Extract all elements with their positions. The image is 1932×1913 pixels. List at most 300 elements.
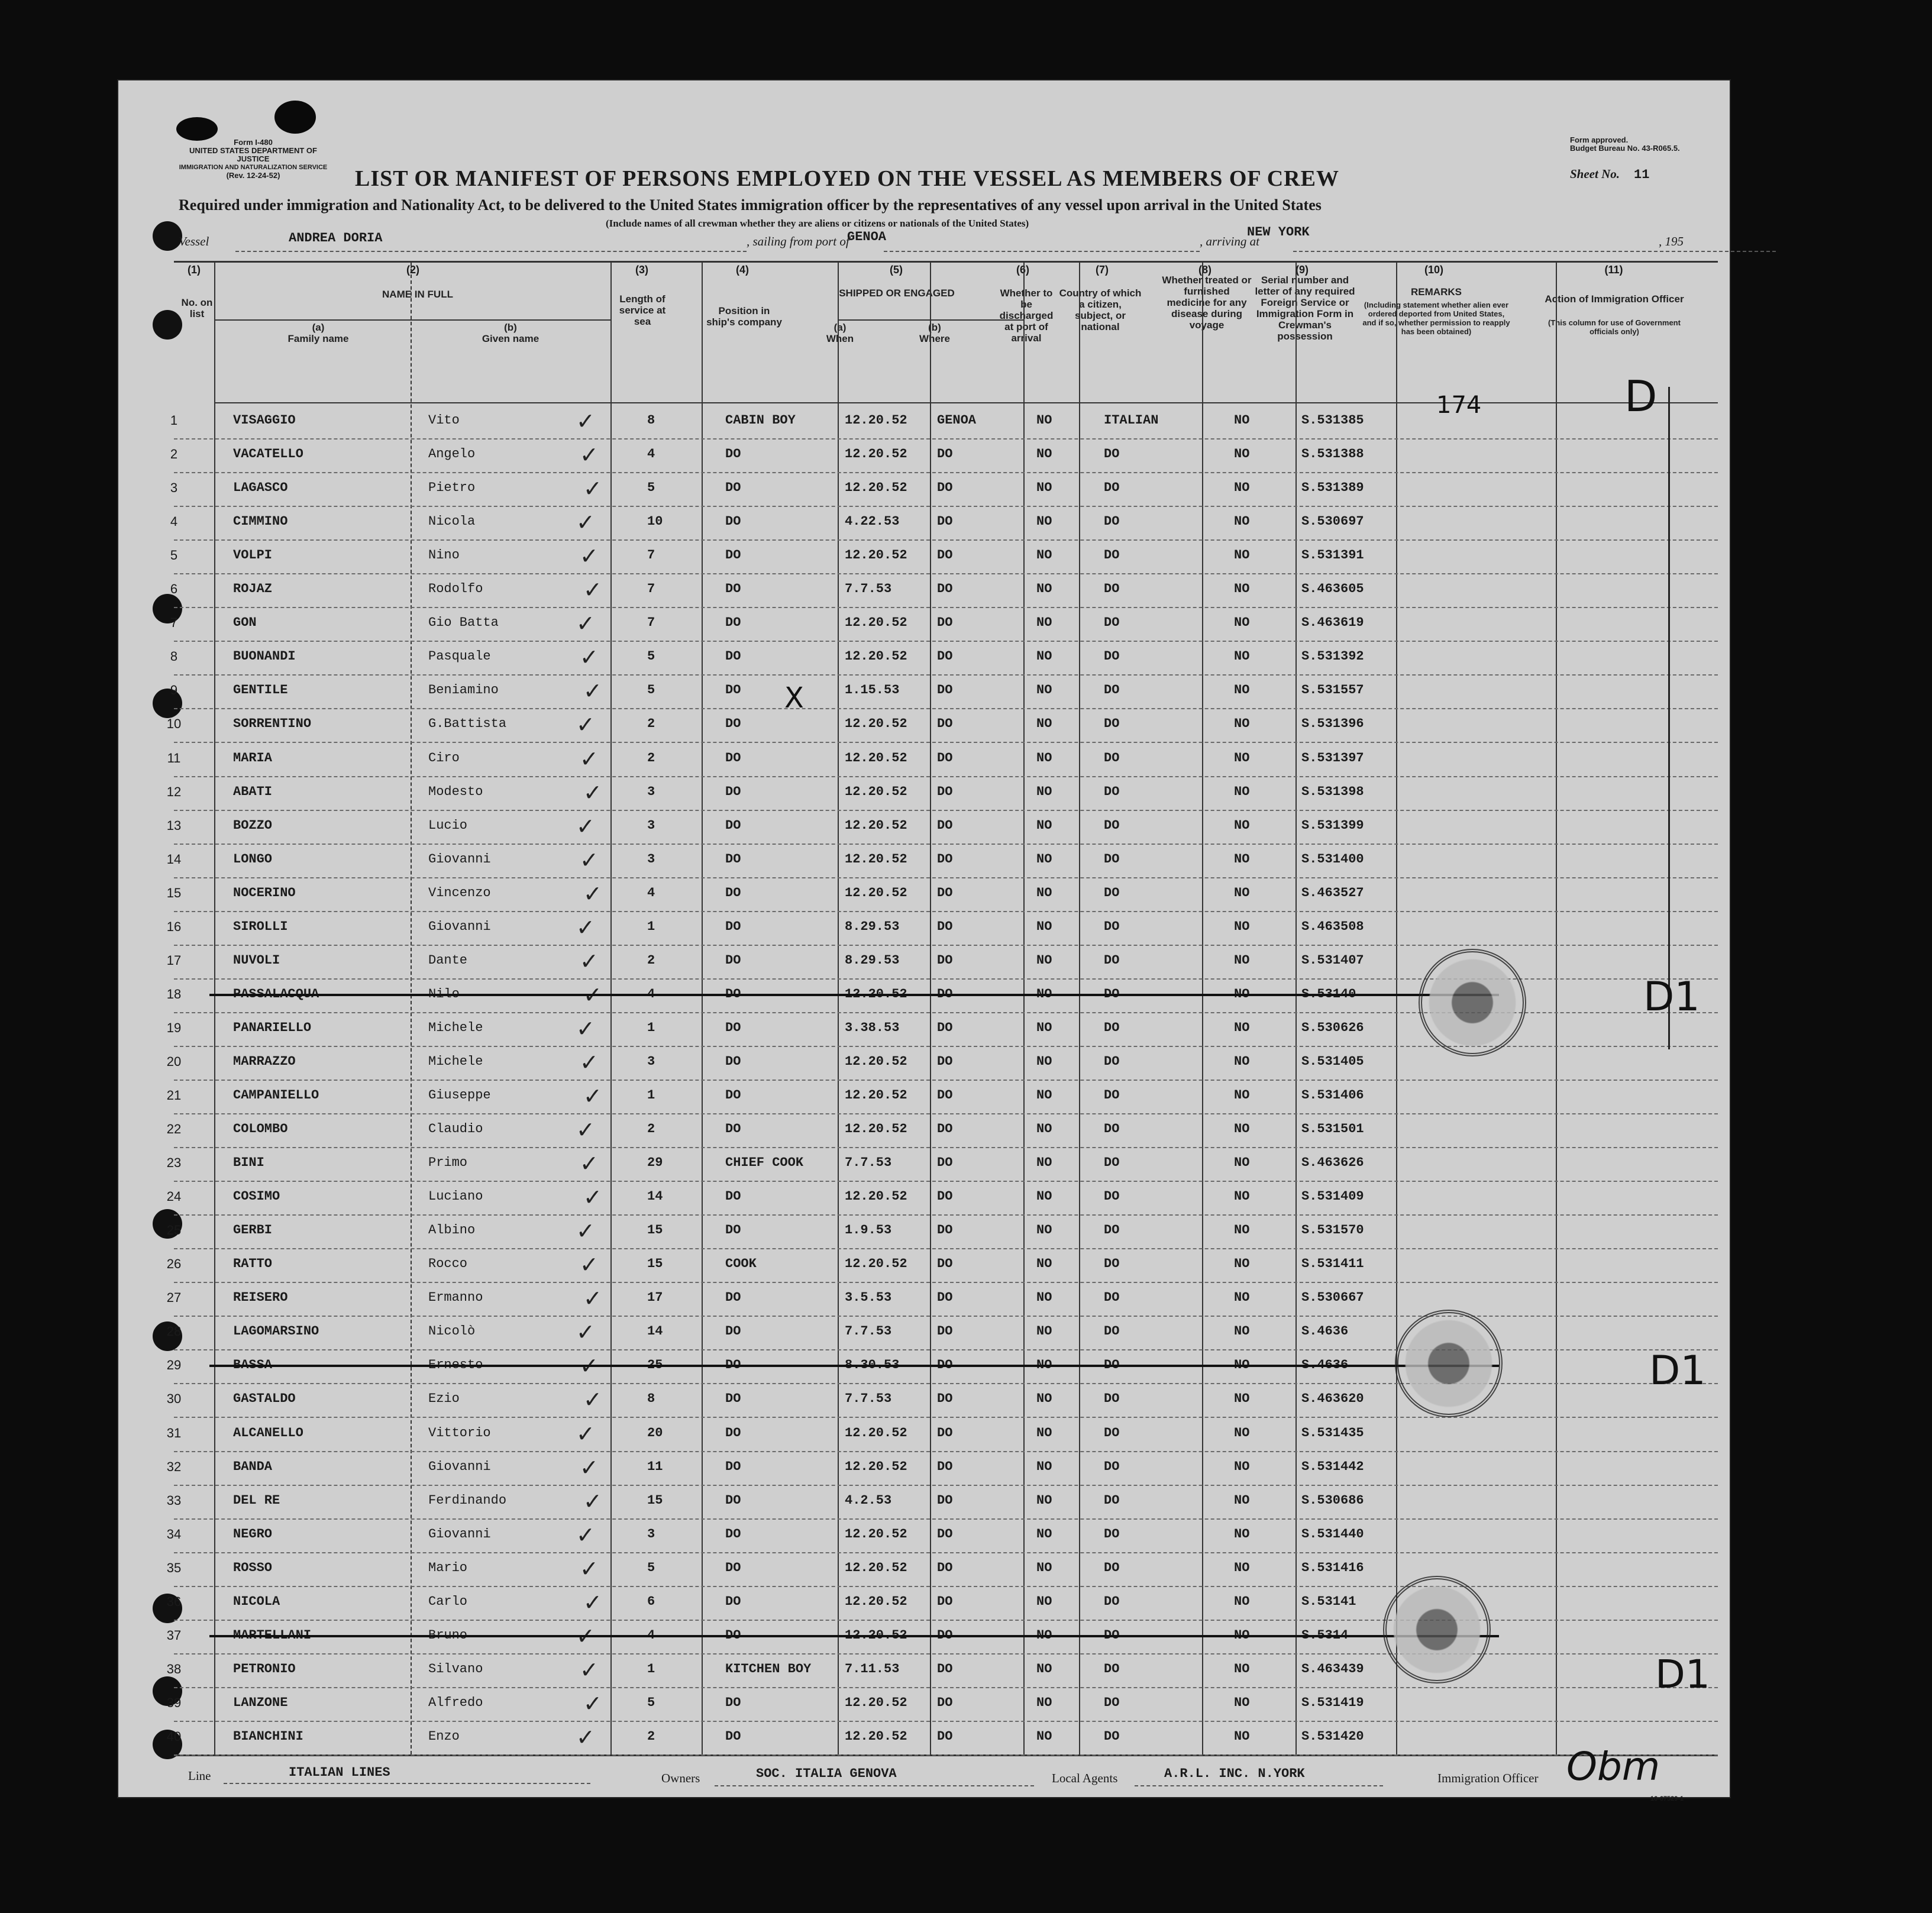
cell-family: NICOLA — [233, 1594, 280, 1609]
cell-serial: S.530667 — [1301, 1290, 1364, 1306]
cell-med: NO — [1234, 1560, 1250, 1575]
check-mark-icon: ✓ — [576, 1420, 595, 1447]
cell-family: GENTILE — [233, 683, 288, 698]
cell-given: Michele — [428, 1054, 483, 1069]
check-mark-icon: ✓ — [576, 712, 595, 738]
cell-where: DO — [937, 1661, 953, 1676]
cell-med: NO — [1234, 750, 1250, 765]
cell-serial: S.463605 — [1301, 581, 1364, 597]
check-mark-icon: ✓ — [580, 1353, 599, 1379]
cell-med: NO — [1234, 1492, 1250, 1508]
cell-disc: NO — [1036, 683, 1052, 698]
cell-when: 12.20.52 — [845, 1054, 907, 1069]
cell-family: LAGASCO — [233, 480, 288, 496]
arriving-label: , arriving at — [1200, 234, 1259, 248]
cell-family: ROSSO — [233, 1560, 273, 1575]
cell-serial: S.531409 — [1301, 1189, 1364, 1204]
cell-pos: DO — [725, 1627, 741, 1643]
service: IMMIGRATION AND NATURALIZATION SERVICE — [179, 164, 328, 171]
cell-given: Nicola — [428, 514, 476, 529]
cell-len: 3 — [647, 1054, 655, 1069]
cell-country: DO — [1104, 1459, 1120, 1474]
table-row — [170, 438, 1718, 473]
cell-given: Rocco — [428, 1256, 468, 1272]
cell-len: 4 — [647, 885, 655, 900]
table-row — [166, 1113, 1718, 1148]
col5-num: (5) — [890, 264, 903, 276]
cell-when: 12.20.52 — [845, 1560, 907, 1575]
check-mark-icon: ✓ — [576, 1319, 595, 1346]
cell-given: Luciano — [428, 1189, 483, 1204]
owners-underline — [715, 1785, 1034, 1786]
cell-where: DO — [937, 1391, 953, 1407]
row-number: 27 — [166, 1290, 182, 1306]
cell-serial: S.531557 — [1301, 683, 1364, 698]
cell-country: DO — [1104, 1020, 1120, 1035]
cell-given: Ciro — [428, 750, 460, 765]
cell-pos: DO — [725, 885, 741, 900]
cell-where: DO — [937, 1020, 953, 1035]
cell-disc: NO — [1036, 1492, 1052, 1508]
cell-disc: NO — [1036, 817, 1052, 833]
cell-where: DO — [937, 1189, 953, 1204]
table-row — [166, 810, 1718, 845]
cell-given: Nicolò — [428, 1324, 476, 1339]
cell-disc: NO — [1036, 1695, 1052, 1710]
cell-when: 4.2.53 — [845, 1492, 892, 1508]
cell-family: CAMPANIELLO — [233, 1088, 319, 1103]
row-number: 6 — [170, 581, 178, 597]
cell-where: DO — [937, 919, 953, 934]
cell-serial: S.531420 — [1301, 1728, 1364, 1744]
cell-serial: S.531419 — [1301, 1695, 1364, 1710]
cell-where: DO — [937, 1492, 953, 1508]
col7-head: Country of which a citizen, subject, or national — [1059, 287, 1142, 332]
cell-disc: NO — [1036, 1189, 1052, 1204]
cell-given: Alfredo — [428, 1695, 483, 1710]
cell-given: Giovanni — [428, 919, 491, 934]
cell-where: DO — [937, 1290, 953, 1306]
col11-subhead: (This column for use of Government officials only) — [1548, 318, 1681, 336]
strike-through-line — [209, 994, 1499, 996]
cell-disc: NO — [1036, 413, 1052, 428]
cell-family: LANZONE — [233, 1695, 288, 1710]
cell-where: DO — [937, 1358, 953, 1373]
form-number: Form I-480 — [234, 138, 273, 147]
col11-num: (11) — [1604, 264, 1623, 276]
cell-country: DO — [1104, 514, 1120, 529]
table-row — [170, 607, 1718, 642]
row-number: 37 — [166, 1627, 182, 1643]
cell-where: GENOA — [937, 413, 977, 428]
cell-serial: S.463508 — [1301, 919, 1364, 934]
header-separator — [214, 402, 1718, 403]
cell-disc: NO — [1036, 615, 1052, 631]
cell-family: NEGRO — [233, 1526, 273, 1542]
cell-pos: DO — [725, 1290, 741, 1306]
cell-disc: NO — [1036, 514, 1052, 529]
row-number: 18 — [166, 986, 182, 1001]
port-underline — [884, 251, 1200, 252]
cell-country: DO — [1104, 1155, 1120, 1171]
row-number: 33 — [166, 1492, 182, 1508]
cell-family: MARTELLANI — [233, 1627, 312, 1643]
check-mark-icon: ✓ — [580, 1555, 599, 1582]
cell-med: NO — [1234, 1054, 1250, 1069]
cell-given: Albino — [428, 1223, 476, 1238]
row-number: 32 — [166, 1459, 182, 1474]
cell-disc: NO — [1036, 1661, 1052, 1676]
cell-when: 7.7.53 — [845, 581, 892, 597]
cell-pos: DO — [725, 1459, 741, 1474]
cell-family: DEL RE — [233, 1492, 280, 1508]
check-mark-icon: ✓ — [583, 1083, 602, 1109]
cell-when: 12.20.52 — [845, 615, 907, 631]
cell-pos: DO — [725, 1695, 741, 1710]
cell-given: Dante — [428, 952, 468, 968]
cell-given: Ezio — [428, 1391, 460, 1407]
check-mark-icon: ✓ — [583, 678, 602, 705]
cell-med: NO — [1234, 480, 1250, 496]
check-mark-icon: ✓ — [583, 1488, 602, 1514]
table-row — [166, 1248, 1718, 1283]
row-number: 26 — [166, 1256, 182, 1272]
row-number: 4 — [170, 514, 178, 529]
cell-country: DO — [1104, 851, 1120, 867]
cell-country: DO — [1104, 1661, 1120, 1676]
col11-head: Action of Immigration Officer — [1545, 293, 1684, 305]
cell-pos: DO — [725, 581, 741, 597]
cell-where: DO — [937, 750, 953, 765]
cell-country: DO — [1104, 716, 1120, 732]
row-number: 22 — [166, 1122, 182, 1137]
cell-given: Nilo — [428, 986, 460, 1001]
cell-country: DO — [1104, 480, 1120, 496]
row-number: 3 — [170, 480, 178, 496]
cell-given: Ferdinando — [428, 1492, 507, 1508]
port-name: GENOA — [847, 230, 887, 244]
cell-country: DO — [1104, 1594, 1120, 1609]
cell-when: 12.20.52 — [845, 1728, 907, 1744]
cell-disc: NO — [1036, 649, 1052, 664]
cell-med: NO — [1234, 1324, 1250, 1339]
table-row — [166, 844, 1718, 878]
col8-num: (8) — [1198, 264, 1211, 276]
cell-serial: S.53140 — [1301, 986, 1356, 1001]
vessel-name: ANDREA DORIA — [289, 231, 383, 245]
cell-disc: NO — [1036, 1054, 1052, 1069]
col9-num: (9) — [1295, 264, 1309, 276]
cell-when: 3.5.53 — [845, 1290, 892, 1306]
cell-family: SIROLLI — [233, 919, 288, 934]
cell-country: DO — [1104, 1695, 1120, 1710]
cell-given: Vito — [428, 413, 460, 428]
cell-family: RATTO — [233, 1256, 273, 1272]
col1-head: No. on list — [181, 297, 213, 319]
ink-blot — [176, 117, 218, 141]
cell-serial: S.53141 — [1301, 1594, 1356, 1609]
cell-serial: S.531397 — [1301, 750, 1364, 765]
cell-serial: S.531411 — [1301, 1256, 1364, 1272]
table-row — [166, 1687, 1718, 1722]
cell-len: 7 — [647, 615, 655, 631]
cell-len: 3 — [647, 784, 655, 799]
table-row — [166, 1653, 1718, 1688]
cell-disc: NO — [1036, 1122, 1052, 1137]
agents-value: A.R.L. INC. N.YORK — [1164, 1766, 1305, 1781]
cell-med: NO — [1234, 1459, 1250, 1474]
col3-head: Length of service at sea — [619, 293, 666, 327]
cell-med: NO — [1234, 1661, 1250, 1676]
agents-label: Local Agents — [1052, 1771, 1118, 1785]
sheet-value: 11 — [1634, 167, 1650, 182]
check-mark-icon: ✓ — [576, 1724, 595, 1750]
cell-where: DO — [937, 1155, 953, 1171]
cell-where: DO — [937, 615, 953, 631]
cell-med: NO — [1234, 784, 1250, 799]
cell-med: NO — [1234, 1728, 1250, 1744]
cell-when: 12.20.52 — [845, 716, 907, 732]
cell-where: DO — [937, 1256, 953, 1272]
cell-disc: NO — [1036, 581, 1052, 597]
cell-serial: S.531570 — [1301, 1223, 1364, 1238]
cell-country: DO — [1104, 1358, 1120, 1373]
cell-serial: S.531389 — [1301, 480, 1364, 496]
cell-disc: NO — [1036, 1358, 1052, 1373]
row-number: 23 — [166, 1155, 182, 1171]
cell-len: 15 — [647, 1223, 663, 1238]
cell-disc: NO — [1036, 548, 1052, 563]
cell-med: NO — [1234, 514, 1250, 529]
cell-serial: S.531406 — [1301, 1088, 1364, 1103]
cell-country: DO — [1104, 1324, 1120, 1339]
cell-serial: S.463439 — [1301, 1661, 1364, 1676]
cell-given: Modesto — [428, 784, 483, 799]
cell-where: DO — [937, 1459, 953, 1474]
cell-len: 4 — [647, 986, 655, 1001]
cell-disc: NO — [1036, 447, 1052, 462]
footer-line — [188, 1744, 1726, 1789]
cell-len: 3 — [647, 1526, 655, 1542]
cell-disc: NO — [1036, 952, 1052, 968]
cell-pos: DO — [725, 1425, 741, 1440]
cell-serial: S.4636 — [1301, 1358, 1349, 1373]
cell-pos: DO — [725, 716, 741, 732]
cell-med: NO — [1234, 817, 1250, 833]
cell-given: Ermanno — [428, 1290, 483, 1306]
cell-country: DO — [1104, 1189, 1120, 1204]
row-number: 14 — [166, 851, 182, 867]
cell-given: Ernesto — [428, 1358, 483, 1373]
cell-len: 2 — [647, 1728, 655, 1744]
cell-serial: S.531398 — [1301, 784, 1364, 799]
cell-len: 1 — [647, 919, 655, 934]
cell-given: Pietro — [428, 480, 476, 496]
row-number: 28 — [166, 1324, 182, 1339]
cell-where: DO — [937, 649, 953, 664]
cell-family: BIANCHINI — [233, 1728, 303, 1744]
strike-through-line — [209, 1635, 1499, 1637]
table-row — [167, 742, 1718, 777]
cell-country: DO — [1104, 817, 1120, 833]
cell-country: DO — [1104, 885, 1120, 900]
check-mark-icon: ✓ — [576, 610, 595, 637]
cell-len: 4 — [647, 1627, 655, 1643]
cell-country: DO — [1104, 1492, 1120, 1508]
cell-serial: S.531440 — [1301, 1526, 1364, 1542]
cell-pos: DO — [725, 1020, 741, 1035]
cell-where: DO — [937, 1088, 953, 1103]
table-row — [170, 674, 1718, 709]
cell-serial: S.463626 — [1301, 1155, 1364, 1171]
cell-med: NO — [1234, 1627, 1250, 1643]
cell-pos: DO — [725, 1189, 741, 1204]
cell-where: DO — [937, 1695, 953, 1710]
revision: (Rev. 12-24-52) — [226, 171, 280, 180]
cell-where: DO — [937, 1560, 953, 1575]
cell-when: 1.15.53 — [845, 683, 900, 698]
arriving-underline — [1293, 251, 1776, 252]
line-label: Line — [188, 1769, 211, 1783]
cell-pos: DO — [725, 480, 741, 496]
cell-med: NO — [1234, 581, 1250, 597]
cell-family: PASSALACQUA — [233, 986, 319, 1001]
row-number: 13 — [166, 817, 182, 833]
check-mark-icon: ✓ — [576, 509, 595, 536]
cell-len: 3 — [647, 817, 655, 833]
remark-handwritten: 174 — [1436, 392, 1482, 419]
row-number: 25 — [166, 1223, 182, 1238]
check-mark-icon: ✓ — [580, 1049, 599, 1075]
approval-block — [1570, 136, 1724, 153]
col5a-head: (a) When — [826, 322, 854, 344]
cell-where: DO — [937, 1054, 953, 1069]
cell-med: NO — [1234, 716, 1250, 732]
cell-serial: S.463619 — [1301, 615, 1364, 631]
line-underline — [224, 1783, 590, 1784]
cell-given: Lucio — [428, 817, 468, 833]
cell-country: DO — [1104, 447, 1120, 462]
check-mark-icon: ✓ — [580, 948, 599, 974]
row-number: 1 — [170, 413, 178, 428]
check-mark-icon: ✓ — [576, 914, 595, 941]
cell-where: DO — [937, 1526, 953, 1542]
cell-len: 5 — [647, 1695, 655, 1710]
col2-head: NAME IN FULL — [382, 289, 453, 300]
cell-where: DO — [937, 480, 953, 496]
cell-len: 29 — [647, 1155, 663, 1171]
cell-serial: S.531388 — [1301, 447, 1364, 462]
cell-family: VOLPI — [233, 548, 273, 563]
cell-med: NO — [1234, 447, 1250, 462]
cell-country: DO — [1104, 919, 1120, 934]
cell-len: 10 — [647, 514, 663, 529]
cell-country: DO — [1104, 1290, 1120, 1306]
cell-given: Nino — [428, 548, 460, 563]
cell-serial: S.531442 — [1301, 1459, 1364, 1474]
row-number: 21 — [166, 1088, 182, 1103]
cell-country: DO — [1104, 1425, 1120, 1440]
check-mark-icon: ✓ — [580, 1656, 599, 1683]
table-row — [166, 1147, 1718, 1182]
cell-serial: S.530686 — [1301, 1492, 1364, 1508]
cell-family: BASSA — [233, 1358, 273, 1373]
cell-len: 6 — [647, 1594, 655, 1609]
col10-head: REMARKS — [1411, 286, 1462, 298]
table-row — [166, 1485, 1718, 1520]
row-number: 11 — [167, 750, 181, 765]
table-row — [166, 1552, 1718, 1587]
cell-len: 2 — [647, 750, 655, 765]
ink-blot — [274, 101, 316, 134]
cell-when: 7.7.53 — [845, 1324, 892, 1339]
check-mark-icon: ✓ — [583, 1387, 602, 1413]
cell-when: 12.20.52 — [845, 480, 907, 496]
cell-country: DO — [1104, 952, 1120, 968]
cell-family: SORRENTINO — [233, 716, 312, 732]
cell-family: BINI — [233, 1155, 264, 1171]
cell-family: PANARIELLO — [233, 1020, 312, 1035]
cell-len: 1 — [647, 1088, 655, 1103]
cell-country: DO — [1104, 1728, 1120, 1744]
cell-serial: S.530626 — [1301, 1020, 1364, 1035]
cell-med: NO — [1234, 919, 1250, 934]
cell-med: NO — [1234, 1391, 1250, 1407]
cell-when: 12.20.52 — [845, 1189, 907, 1204]
cell-disc: NO — [1036, 1526, 1052, 1542]
cell-med: NO — [1234, 952, 1250, 968]
cell-family: ABATI — [233, 784, 273, 799]
cell-pos: DO — [725, 1324, 741, 1339]
cell-country: DO — [1104, 1560, 1120, 1575]
cell-pos: KITCHEN BOY — [725, 1661, 812, 1676]
table-row — [166, 1282, 1718, 1317]
cell-where: DO — [937, 683, 953, 698]
cell-len: 2 — [647, 952, 655, 968]
cell-pos: DO — [725, 817, 741, 833]
row-number: 8 — [170, 649, 178, 664]
cell-med: NO — [1234, 1695, 1250, 1710]
sheet-number — [1570, 167, 1649, 182]
cell-pos: DO — [725, 1122, 741, 1137]
cell-pos: COOK — [725, 1256, 757, 1272]
cell-len: 5 — [647, 480, 655, 496]
cell-country: DO — [1104, 1256, 1120, 1272]
cell-when: 8.29.53 — [845, 919, 900, 934]
cell-country: DO — [1104, 1223, 1120, 1238]
row-number: 17 — [166, 952, 182, 968]
cell-disc: NO — [1036, 1560, 1052, 1575]
cell-len: 3 — [647, 851, 655, 867]
arriving-port: NEW YORK — [1247, 225, 1310, 240]
cell-serial: S.531391 — [1301, 548, 1364, 563]
cell-where: DO — [937, 784, 953, 799]
cell-when: 3.38.53 — [845, 1020, 900, 1035]
cell-family: PETRONIO — [233, 1661, 296, 1676]
cell-pos: DO — [725, 1088, 741, 1103]
cell-disc: NO — [1036, 1290, 1052, 1306]
cell-family: VACATELLO — [233, 447, 303, 462]
cell-len: 5 — [647, 1560, 655, 1575]
check-mark-icon: ✓ — [583, 1589, 602, 1615]
cell-given: Carlo — [428, 1594, 468, 1609]
cell-pos: DO — [725, 1358, 741, 1373]
line-value: ITALIAN LINES — [289, 1765, 390, 1780]
check-mark-icon: ✓ — [576, 1015, 595, 1042]
cell-serial: S.531405 — [1301, 1054, 1364, 1069]
cell-len: 11 — [647, 1459, 663, 1474]
cell-serial: S.531396 — [1301, 716, 1364, 732]
